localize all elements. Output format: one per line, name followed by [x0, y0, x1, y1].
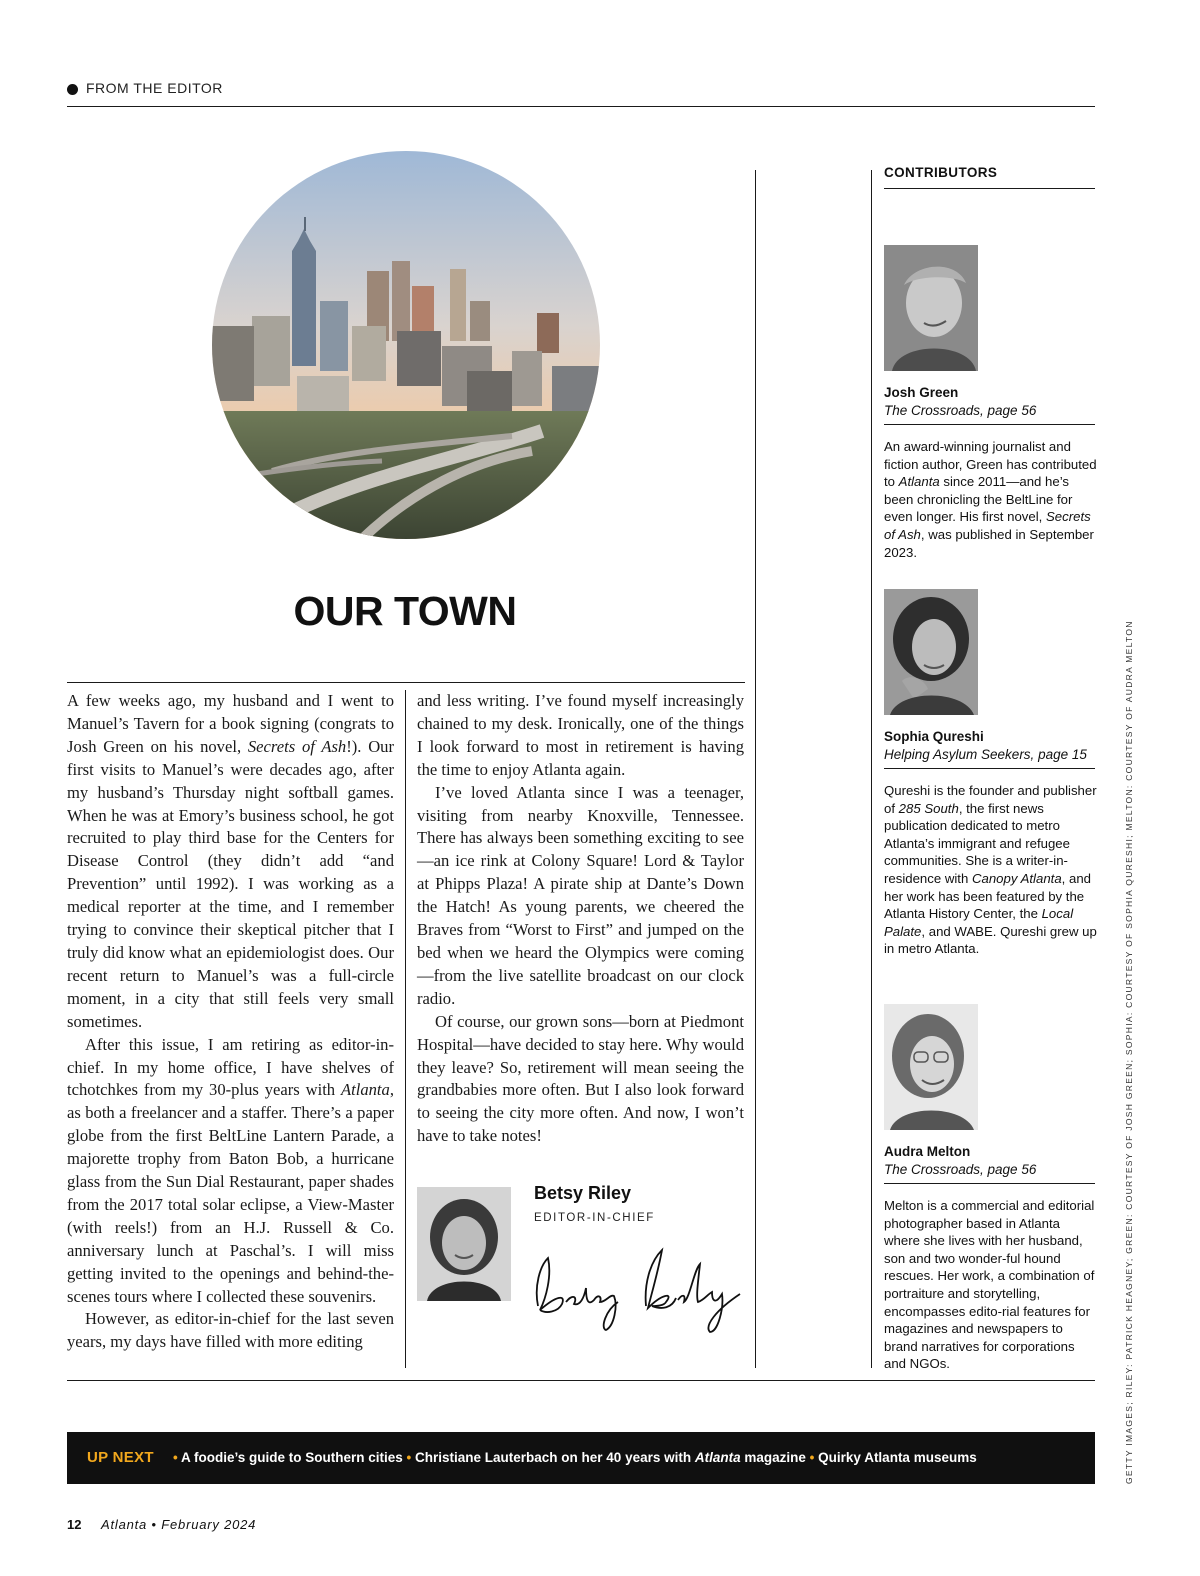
editor-title: EDITOR-IN-CHIEF: [534, 1212, 655, 1224]
up-next-label: UP NEXT: [87, 1449, 154, 1466]
contributor-bio: An award-winning journalist and fiction author, Green has contributed to Atlanta since 2011—and he’s been chronicling the BeltLine for even longer. His first novel, Secrets of Ash, was published in September 2023.: [884, 439, 1097, 560]
paragraph: A few weeks ago, my husband and I went to Manuel’s Tavern for a book signing (congrats to Josh Green on his novel, Secrets of Ash!). Our first visits to Manuel’s were decades ago, after my husband’s Thursday night softball games. When he was at Emory’s business school, he got recruited to play third base for the Centers for Disease Control (they didn’t add “and Prevention” until 1992). I was working as a medical reporter at the time, and I remember trying to convince their skeptical pitcher that I truly did know what an epidemiologist does. Our recent return to Manuel’s was a full-circle moment, in a city that still feels very small sometimes.: [67, 691, 394, 1031]
photo-credits: GETTY IMAGES; RILEY: PATRICK HEAGNEY; GREEN: COURTESY OF JOSH GREEN; SOPHIA: COURTESY OF SOPHIA QURESHI; MELTON: COURTESY OF AUDRA MELTON: [1124, 620, 1134, 1484]
contributor-page: The Crossroads, page 56: [884, 1162, 1095, 1184]
contributor-photo-sophia-qureshi: [884, 589, 978, 715]
contributor-page: Helping Asylum Seekers, page 15: [884, 747, 1095, 769]
contributor-bio: Melton is a commercial and editorial photographer based in Atlanta where she lives with her husband, son and two wonder-ful hound rescues. Her work, a combination of portraiture and storytelling, encompasses edito-rial features for magazines and newspapers to brand narratives for corporations and NGOs.: [884, 1198, 1095, 1372]
contributor-photo-josh-green: [884, 245, 978, 371]
paragraph: After this issue, I am retiring as editor-in-chief. In my home office, I have shelves of tchotchkes from my 30-plus years with Atlanta, as both a freelancer and a staffer. There’s a paper globe from the first BeltLine Lantern Parade, a majorette trophy from Baton Bob, a hurricane glass from the Sun Dial Restaurant, paper shades from the 2017 total solar eclipse, a View-Master (with reels!) from an H.J. Russell & Co. anniversary lunch at Paschal’s. I will miss getting invited to the openings and behind-the-scenes tours where I collected these souvenirs.: [67, 1034, 394, 1306]
section-header: [67, 80, 1095, 107]
bullet-icon: •: [406, 1450, 412, 1465]
page-number: 12: [67, 1517, 82, 1532]
signature-image: [526, 1236, 746, 1341]
contributor-page: The Crossroads, page 56: [884, 403, 1095, 425]
vertical-rule: [871, 170, 872, 1368]
column-divider: [405, 690, 406, 1368]
bullet-icon: •: [173, 1450, 178, 1465]
contributor-bio: Qureshi is the founder and publisher of 285 South, the first news publication dedicated to metro Atlanta’s immigrant and refugee communities. She is a writer-in-residence with Canopy Atlanta, and her work has been featured by the Atlanta History Center, the Local Palate, and WABE. Qureshi grew up in metro Atlanta.: [884, 783, 1097, 957]
paragraph: and less writing. I’ve found myself increasingly chained to my desk. Ironically, one of the things I look forward to most in retirement is having the time to enjoy Atlanta again.: [417, 691, 744, 779]
contributor-name: Audra Melton: [884, 1144, 971, 1159]
paragraph: However, as editor-in-chief for the last seven years, my days have filled with more editing: [67, 1309, 394, 1352]
contributors-heading: CONTRIBUTORS: [884, 165, 1095, 189]
paragraph: I’ve loved Atlanta since I was a teenager, visiting from nearby Knoxville, Tennessee. There has always been something exciting to see—an ice rink at Colony Square! Lord & Taylor at Phipps Plaza! A pirate ship at Dante’s Down the Hatch! As young parents, we cheered the Braves from “Worst to First” and jumped on the bed when we heard the Olympics were coming—from the live satellite broadcast on our clock radio.: [417, 782, 744, 1008]
contributor-name: Josh Green: [884, 385, 959, 400]
up-next-bar: [67, 1432, 1095, 1484]
skyline-photo: [212, 151, 600, 539]
publication-footer: Atlanta • February 2024: [101, 1517, 257, 1532]
section-bullet-icon: [67, 84, 78, 95]
headline-rule: [67, 682, 745, 683]
up-next-items: • A foodie’s guide to Southern cities • Christiane Lauterbach on her 40 years with Atlanta magazine • Quirky Atlanta museums: [173, 1450, 977, 1465]
article-column-1: [67, 690, 394, 1354]
contributor-photo-audra-melton: [884, 1004, 978, 1130]
vertical-rule: [755, 170, 756, 1368]
contributor-name: Sophia Qureshi: [884, 729, 984, 744]
article-column-2: [417, 690, 744, 1148]
paragraph: Of course, our grown sons—born at Piedmont Hospital—have decided to stay here. Why would they leave? So, retirement will mean seeing the grandbabies more often. But I also look forward to seeing the city more often. And now, I won’t have to take notes!: [417, 1011, 744, 1146]
editor-name: Betsy Riley: [534, 1183, 632, 1203]
headline: OUR TOWN: [293, 588, 517, 634]
bottom-rule: [67, 1380, 1095, 1381]
editor-photo: [417, 1187, 511, 1301]
bullet-icon: •: [809, 1450, 815, 1465]
section-label: FROM THE EDITOR: [86, 80, 223, 96]
